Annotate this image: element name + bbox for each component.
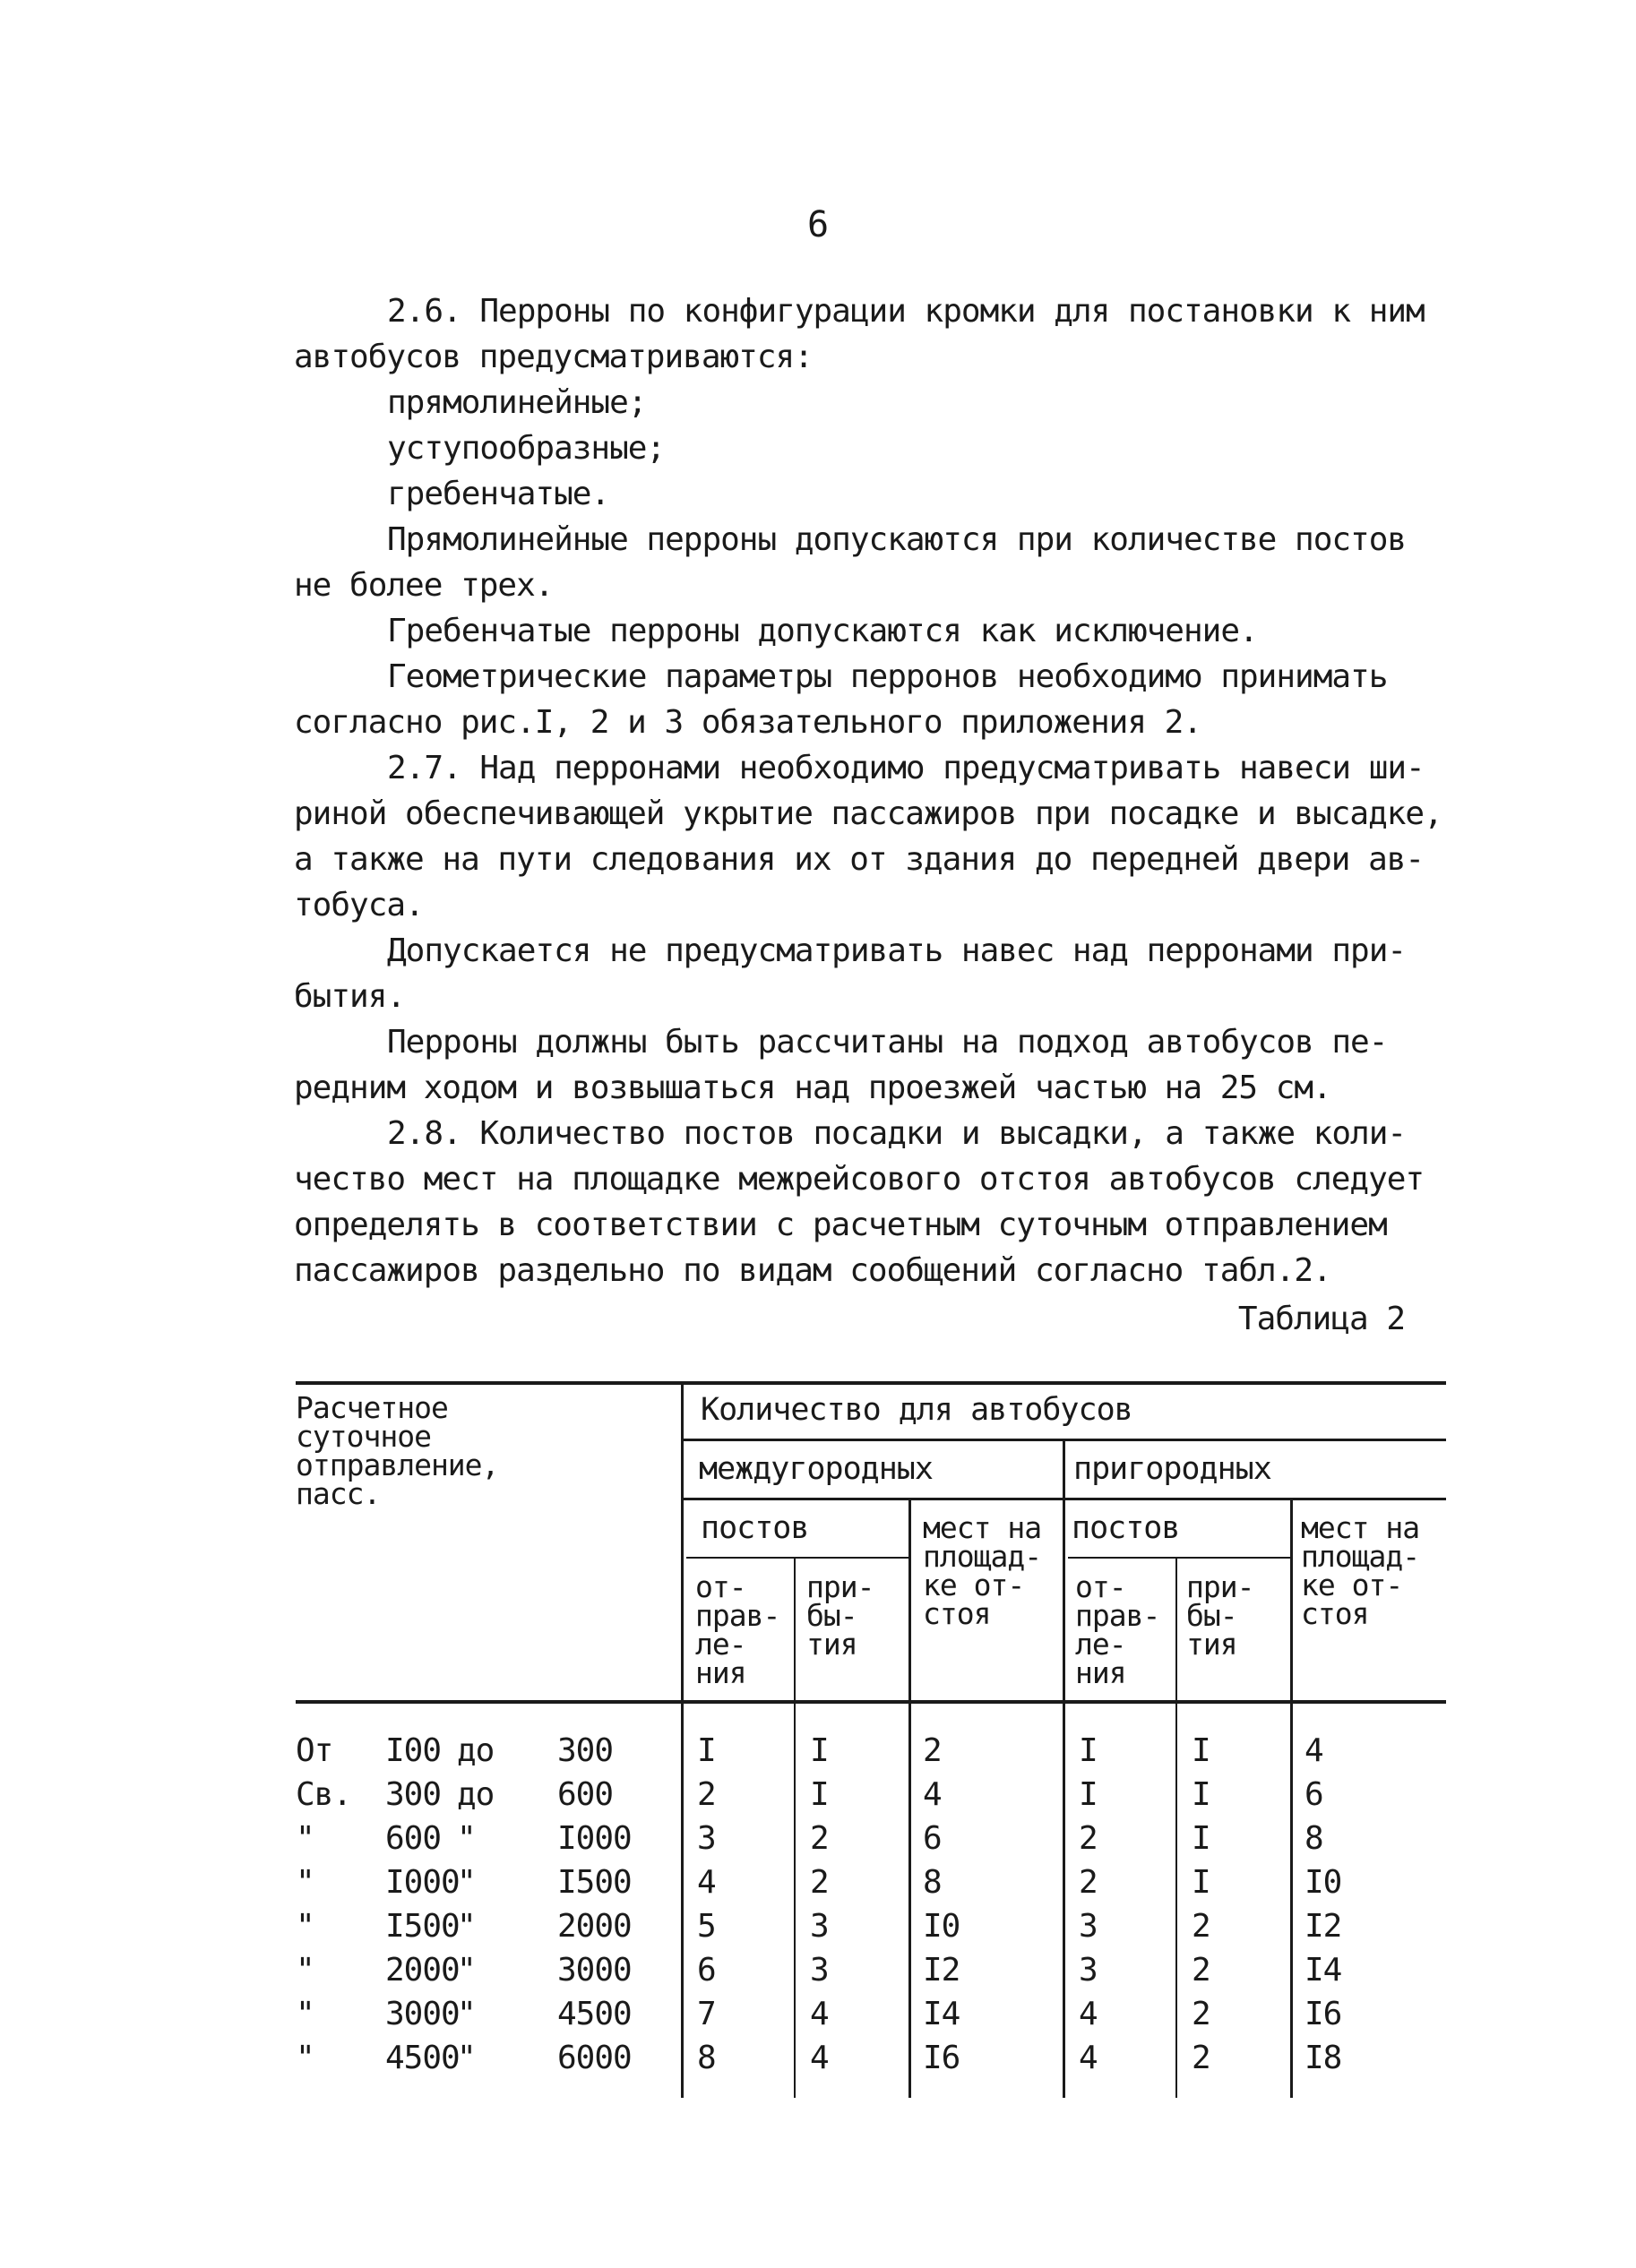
table-cell-s-arr: 2 <box>1192 1952 1210 1989</box>
table-cell-prefix: " <box>296 1820 314 1857</box>
text-line: Перроны должны быть рассчитаны на подход автобусов пе- <box>387 1024 1388 1061</box>
header-departure-intercity: от- прав- ле- ния <box>695 1569 780 1690</box>
text-line: редним ходом и возвышаться над проезжей частью на 25 см. <box>294 1070 1331 1106</box>
header-bottom-rule <box>296 1700 1446 1704</box>
table-cell-prefix: " <box>296 1996 314 2032</box>
table-cell-mid: " <box>457 2040 476 2076</box>
header-places-suburban: мест на площад- ке от- стоя <box>1301 1510 1420 1631</box>
text-line: бытия. <box>294 978 406 1015</box>
text-line: 2.8. Количество постов посадки и высадки, а также коли- <box>387 1115 1407 1152</box>
table-cell-s-arr: I <box>1192 1820 1210 1857</box>
table-cell-s-pl: I0 <box>1304 1864 1342 1901</box>
header-posts-suburban: постов <box>1072 1510 1180 1546</box>
text-line: гребенчатые. <box>387 476 610 512</box>
table-cell-to: 600 <box>557 1776 614 1813</box>
table-cell-s-pl: 6 <box>1304 1776 1323 1813</box>
table-cell-mid: " <box>457 1952 476 1989</box>
table-cell-i-dep: 2 <box>697 1776 716 1813</box>
table-cell-s-pl: 4 <box>1304 1732 1323 1769</box>
table-cell-s-dep: 2 <box>1079 1820 1098 1857</box>
table-cell-prefix: От <box>296 1732 333 1769</box>
table-cell-from: 2000 <box>385 1952 460 1989</box>
table-cell-to: 6000 <box>557 2040 632 2076</box>
rule-under-posts-suburban <box>1068 1557 1292 1559</box>
table-cell-s-dep: 3 <box>1079 1908 1098 1945</box>
table-cell-s-pl: I6 <box>1304 1996 1342 2032</box>
table-cell-from: I000 <box>385 1864 460 1901</box>
data-table <box>296 1381 1446 2098</box>
table-cell-s-dep: 3 <box>1079 1952 1098 1989</box>
table-cell-s-dep: I <box>1079 1776 1098 1813</box>
table-cell-i-dep: 5 <box>697 1908 716 1945</box>
table-cell-prefix: " <box>296 2040 314 2076</box>
table-cell-mid: " <box>457 1820 476 1857</box>
text-line: а также на пути следования их от здания до передней двери ав- <box>294 841 1425 878</box>
table-cell-prefix: " <box>296 1952 314 1989</box>
header-places-intercity: мест на площад- ке от- стоя <box>923 1510 1042 1631</box>
table-cell-i-arr: 3 <box>810 1908 829 1945</box>
table-cell-i-pl: I0 <box>923 1908 960 1945</box>
table-cell-i-arr: 2 <box>810 1864 829 1901</box>
vrule-suburban <box>1063 1439 1065 2098</box>
table-cell-s-arr: I <box>1192 1776 1210 1813</box>
table-cell-from: 4500 <box>385 2040 460 2076</box>
page-number: 6 <box>806 204 830 245</box>
header-arrival-suburban: при- бы- тия <box>1186 1569 1254 1662</box>
table-cell-s-pl: I2 <box>1304 1908 1342 1945</box>
text-line: пассажиров раздельно по видам сообщений согласно табл.2. <box>294 1252 1331 1289</box>
table-cell-s-arr: 2 <box>1192 1908 1210 1945</box>
text-line: 2.7. Над перронами необходимо предусматривать навеси ши- <box>387 750 1425 786</box>
table-cell-i-pl: 8 <box>923 1864 942 1901</box>
table-cell-s-pl: 8 <box>1304 1820 1323 1857</box>
text-line: Гребенчатые перроны допускаются как исключение. <box>387 613 1258 649</box>
header-quantity: Количество для автобусов <box>701 1392 1132 1428</box>
table-cell-i-pl: I4 <box>923 1996 960 2032</box>
header-suburban: пригородных <box>1073 1451 1271 1487</box>
table-cell-from: I500 <box>385 1908 460 1945</box>
text-line: чество мест на площадке межрейсового отстоя автобусов следует <box>294 1161 1425 1198</box>
vrule-intercity-places <box>908 1498 911 2098</box>
table-cell-i-arr: 4 <box>810 2040 829 2076</box>
table-cell-i-pl: 2 <box>923 1732 942 1769</box>
vrule-suburban-arrival <box>1175 1559 1177 2098</box>
table-cell-s-pl: I4 <box>1304 1952 1342 1989</box>
table-cell-s-dep: 4 <box>1079 1996 1098 2032</box>
table-cell-prefix: " <box>296 1908 314 1945</box>
table-cell-mid: " <box>457 1864 476 1901</box>
table-cell-i-dep: 4 <box>697 1864 716 1901</box>
text-line: прямолинейные; <box>387 384 647 421</box>
table-cell-s-arr: 2 <box>1192 1996 1210 2032</box>
table-cell-mid: " <box>457 1908 476 1945</box>
table-cell-mid: " <box>457 1996 476 2032</box>
table-cell-i-pl: 4 <box>923 1776 942 1813</box>
vrule-intercity-arrival <box>794 1559 796 2098</box>
table-cell-i-dep: 3 <box>697 1820 716 1857</box>
table-cell-i-arr: I <box>810 1732 829 1769</box>
header-arrival-intercity: при- бы- тия <box>806 1569 874 1662</box>
text-line: автобусов предусматриваются: <box>294 339 813 375</box>
table-cell-prefix: " <box>296 1864 314 1901</box>
text-line: 2.6. Перроны по конфигурации кромки для постановки к ним <box>387 293 1425 330</box>
table-cell-i-arr: 2 <box>810 1820 829 1857</box>
table-cell-i-arr: 4 <box>810 1996 829 2032</box>
body-text <box>294 288 1459 1293</box>
table-cell-mid: до <box>457 1776 495 1813</box>
table-cell-s-dep: 2 <box>1079 1864 1098 1901</box>
table-cell-from: 600 <box>385 1820 442 1857</box>
table-cell-mid: до <box>457 1732 495 1769</box>
table-cell-s-dep: I <box>1079 1732 1098 1769</box>
text-line: не более трех. <box>294 567 554 604</box>
table-cell-to: I000 <box>557 1820 632 1857</box>
table-cell-from: I00 <box>385 1732 442 1769</box>
table-cell-s-arr: 2 <box>1192 2040 1210 2076</box>
header-departure-suburban: от- прав- ле- ния <box>1075 1569 1160 1690</box>
text-line: Геометрические параметры перронов необходимо принимать <box>387 658 1388 695</box>
table-cell-i-pl: 6 <box>923 1820 942 1857</box>
rule-under-posts-intercity <box>686 1557 908 1559</box>
table-cell-to: 300 <box>557 1732 614 1769</box>
text-line: тобуса. <box>294 887 424 924</box>
table-cell-to: 3000 <box>557 1952 632 1989</box>
text-line: Допускается не предусматривать навес над перронами при- <box>387 932 1407 969</box>
table-cell-s-dep: 4 <box>1079 2040 1098 2076</box>
table-cell-s-arr: I <box>1192 1732 1210 1769</box>
text-line: Прямолинейные перроны допускаются при количестве постов <box>387 521 1407 558</box>
table-cell-to: 4500 <box>557 1996 632 2032</box>
table-cell-i-pl: I6 <box>923 2040 960 2076</box>
table-cell-i-arr: 3 <box>810 1952 829 1989</box>
table-cell-to: I500 <box>557 1864 632 1901</box>
table-cell-from: 300 <box>385 1776 442 1813</box>
header-row-label: Расчетное суточное отправление, пасс. <box>296 1390 499 1511</box>
table-cell-prefix: Св. <box>296 1776 352 1813</box>
table-cell-s-arr: I <box>1192 1864 1210 1901</box>
table-caption: Таблица 2 <box>1237 1301 1405 1337</box>
table-top-rule <box>296 1381 1446 1385</box>
text-line: уступообразные; <box>387 430 666 467</box>
table-cell-i-arr: I <box>810 1776 829 1813</box>
table-cell-to: 2000 <box>557 1908 632 1945</box>
header-posts-intercity: постов <box>701 1510 809 1546</box>
table-cell-i-pl: I2 <box>923 1952 960 1989</box>
text-line: согласно рис.I, 2 и 3 обязательного приложения 2. <box>294 704 1202 741</box>
table-cell-from: 3000 <box>385 1996 460 2032</box>
table-cell-i-dep: 7 <box>697 1996 716 2032</box>
vrule-label <box>681 1381 684 2098</box>
table-cell-i-dep: 6 <box>697 1952 716 1989</box>
table-cell-s-pl: I8 <box>1304 2040 1342 2076</box>
vrule-suburban-places <box>1290 1498 1293 2098</box>
text-line: риной обеспечивающей укрытие пассажиров при посадке и высадке, <box>294 795 1442 832</box>
text-line: определять в соответствии с расчетным суточным отправлением <box>294 1207 1387 1243</box>
header-intercity: междугородных <box>699 1451 933 1487</box>
table-cell-i-dep: 8 <box>697 2040 716 2076</box>
table-cell-i-dep: I <box>697 1732 716 1769</box>
